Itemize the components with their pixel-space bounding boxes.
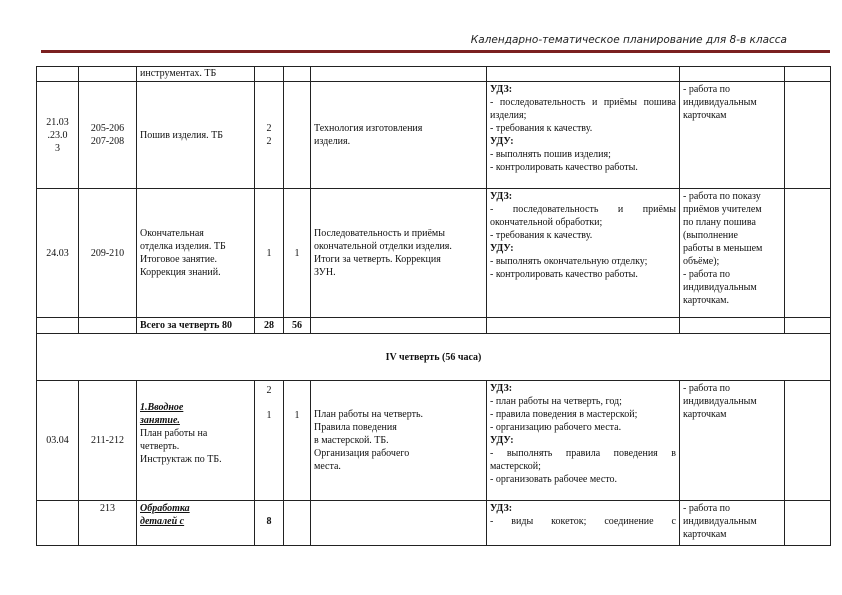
- cell-date: [37, 189, 79, 318]
- cell-topic: [137, 501, 255, 546]
- content-line: Итоги за четверть. Коррекция: [314, 254, 441, 265]
- cell-content: [311, 501, 487, 546]
- skills-line: УДЗ:: [490, 503, 513, 514]
- skills-line: УДУ:: [490, 136, 514, 147]
- skills-line: - выполнять пошив изделия;: [490, 149, 611, 160]
- cell-work: [680, 82, 785, 189]
- date-line: .23.0: [47, 129, 68, 141]
- hours-line: 2: [266, 136, 272, 147]
- section-title: IV четверть (56 часа): [37, 334, 831, 381]
- cell-lesson: [79, 318, 137, 334]
- cell-hours-a: [255, 189, 284, 318]
- cell-lesson: [79, 381, 137, 501]
- skills-line: - контролировать качество работы.: [490, 269, 638, 280]
- lesson-text: 211-212: [91, 435, 124, 446]
- work-line: - работа по показу: [683, 191, 761, 202]
- content-line: ЗУН.: [314, 267, 336, 278]
- header-rule: [41, 50, 830, 53]
- table-row: [37, 67, 831, 82]
- total-label: Всего за четверть 80: [137, 318, 255, 334]
- topic-line: четверть.: [140, 441, 180, 452]
- cell-content: [311, 189, 487, 318]
- content-line: План работы на четверть.: [314, 409, 424, 420]
- cell-work: [680, 67, 785, 82]
- cell-note: [785, 501, 831, 546]
- date-line: 21.03: [46, 116, 69, 128]
- date-line: 3: [55, 142, 60, 154]
- cell-lesson: [79, 82, 137, 189]
- table-row: [37, 381, 831, 501]
- skills-line: - последовательность и приёмы пошива изделия;: [490, 97, 676, 121]
- cell-hours-a: [255, 67, 284, 82]
- total-hours-a: 28: [255, 318, 284, 334]
- cell-lesson: [79, 67, 137, 82]
- cell-work: [680, 501, 785, 546]
- content-line: Правила поведения: [314, 422, 397, 433]
- skills-line: - правила поведения в мастерской;: [490, 409, 638, 420]
- hours-a-text: 8: [266, 516, 272, 527]
- topic-title-line: Обработка: [140, 503, 190, 514]
- table-row: [37, 82, 831, 189]
- date-text: 24.03: [46, 247, 69, 259]
- cell-skills: [487, 82, 680, 189]
- content-line: в мастерской. ТБ.: [314, 435, 389, 446]
- cell-topic: [137, 381, 255, 501]
- cell-content: [311, 67, 487, 82]
- skills-line: - виды кокеток; соединение с: [490, 516, 676, 527]
- work-line: индивидуальным: [683, 97, 757, 108]
- cell-topic: [137, 82, 255, 189]
- work-line: (выполнение: [683, 230, 738, 241]
- work-line: индивидуальным: [683, 396, 757, 407]
- cell-work: [680, 189, 785, 318]
- cell-date: [37, 318, 79, 334]
- work-line: - работа по: [683, 383, 731, 394]
- topic-title-line: занятие.: [140, 415, 180, 426]
- skills-line: - последовательность и приёмы окончательной обработки;: [490, 204, 676, 228]
- topic-text: Пошив изделия. ТБ: [140, 129, 223, 141]
- content-line: Последовательность и приёмы: [314, 228, 445, 239]
- cell-content: [311, 82, 487, 189]
- cell-content: [311, 318, 487, 334]
- hours-b-text: 1: [294, 247, 300, 259]
- table-row: [37, 501, 831, 546]
- skills-line: - выполнять окончательную отделку;: [490, 256, 648, 267]
- cell-work: [680, 381, 785, 501]
- skills-line: - выполнять правила поведения в мастерской;: [490, 448, 676, 472]
- cell-note: [785, 67, 831, 82]
- cell-hours-b: [284, 189, 311, 318]
- work-line: индивидуальным: [683, 516, 757, 527]
- skills-line: - план работы на четверть, год;: [490, 396, 622, 407]
- cell-skills: [487, 189, 680, 318]
- cell-date: [37, 501, 79, 546]
- work-line: - работа по: [683, 84, 731, 95]
- skills-line: - контролировать качество работы.: [490, 162, 638, 173]
- work-line: по плану пошива: [683, 217, 756, 228]
- cell-skills: [487, 501, 680, 546]
- cell-hours-a: [255, 501, 284, 546]
- lesson-line: 205-206: [90, 123, 125, 134]
- cell-note: [785, 189, 831, 318]
- cell-note: [785, 318, 831, 334]
- cell-hours-b: [284, 381, 311, 501]
- cell-note: [785, 82, 831, 189]
- total-hours-b: 56: [284, 318, 311, 334]
- content-line: Организация рабочего: [314, 448, 410, 459]
- work-line: объёме);: [683, 256, 720, 267]
- page-header-title: Календарно-тематическое планирование для 8-в класса: [470, 34, 787, 46]
- cell-hours-b: [284, 67, 311, 82]
- skills-line: - организацию рабочего места.: [490, 422, 622, 433]
- hours-line: 1: [266, 410, 272, 421]
- cell-topic: [137, 189, 255, 318]
- cell-date: [37, 82, 79, 189]
- cell-hours-a: [255, 381, 284, 501]
- lesson-line: 207-208: [90, 136, 125, 147]
- work-line: работы в меньшем: [683, 243, 763, 254]
- content-line: изделия.: [314, 136, 351, 147]
- cell-content: [311, 381, 487, 501]
- skills-line: - требования к качеству.: [490, 123, 593, 134]
- work-line: карточкам: [683, 409, 727, 420]
- work-line: карточкам: [683, 529, 727, 540]
- cell-hours-b: [284, 501, 311, 546]
- table-row: [37, 189, 831, 318]
- topic-text: инструментах. ТБ: [140, 68, 217, 79]
- hours-b-text: 1: [294, 410, 300, 421]
- work-line: индивидуальным: [683, 282, 757, 293]
- lesson-text: 209-210: [90, 247, 125, 259]
- content-line: окончательной отделки изделия.: [314, 241, 452, 252]
- hours-line: 2: [266, 385, 272, 396]
- cell-skills: [487, 381, 680, 501]
- topic-line: План работы на: [140, 428, 208, 439]
- date-text: 03.04: [46, 435, 69, 446]
- cell-skills: [487, 318, 680, 334]
- lesson-text: 213: [100, 503, 115, 514]
- skills-line: УДЗ:: [490, 383, 513, 394]
- skills-line: - требования к качеству.: [490, 230, 593, 241]
- planning-table: [36, 66, 831, 546]
- cell-lesson: [79, 501, 137, 546]
- section-row: [37, 334, 831, 381]
- cell-work: [680, 318, 785, 334]
- work-line: карточкам.: [683, 295, 729, 306]
- topic-line: Итоговое занятие.: [140, 254, 218, 265]
- skills-line: - организовать рабочее место.: [490, 474, 618, 485]
- hours-a-text: 1: [266, 247, 272, 259]
- topic-title-line: деталей с: [140, 516, 185, 527]
- skills-line: УДУ:: [490, 243, 514, 254]
- cell-hours-a: [255, 82, 284, 189]
- content-line: Технология изготовления: [314, 123, 423, 134]
- cell-date: [37, 381, 79, 501]
- work-line: - работа по: [683, 269, 731, 280]
- topic-line: отделка изделия. ТБ: [140, 241, 226, 252]
- cell-skills: [487, 67, 680, 82]
- cell-topic: [137, 67, 255, 82]
- work-line: приёмов учителем: [683, 204, 762, 215]
- topic-line: Окончательная: [140, 228, 204, 239]
- cell-hours-b: [284, 82, 311, 189]
- cell-date: [37, 67, 79, 82]
- content-line: места.: [314, 461, 341, 472]
- hours-line: 2: [266, 123, 272, 134]
- total-row: [37, 318, 831, 334]
- topic-title-line: 1.Вводное: [140, 402, 184, 413]
- cell-lesson: [79, 189, 137, 318]
- skills-line: УДЗ:: [490, 191, 513, 202]
- topic-line: Коррекция знаний.: [140, 267, 221, 278]
- skills-line: УДУ:: [490, 435, 514, 446]
- work-line: - работа по: [683, 503, 731, 514]
- skills-line: УДЗ:: [490, 84, 513, 95]
- cell-note: [785, 381, 831, 501]
- work-line: карточкам: [683, 110, 727, 121]
- topic-line: Инструктаж по ТБ.: [140, 454, 222, 465]
